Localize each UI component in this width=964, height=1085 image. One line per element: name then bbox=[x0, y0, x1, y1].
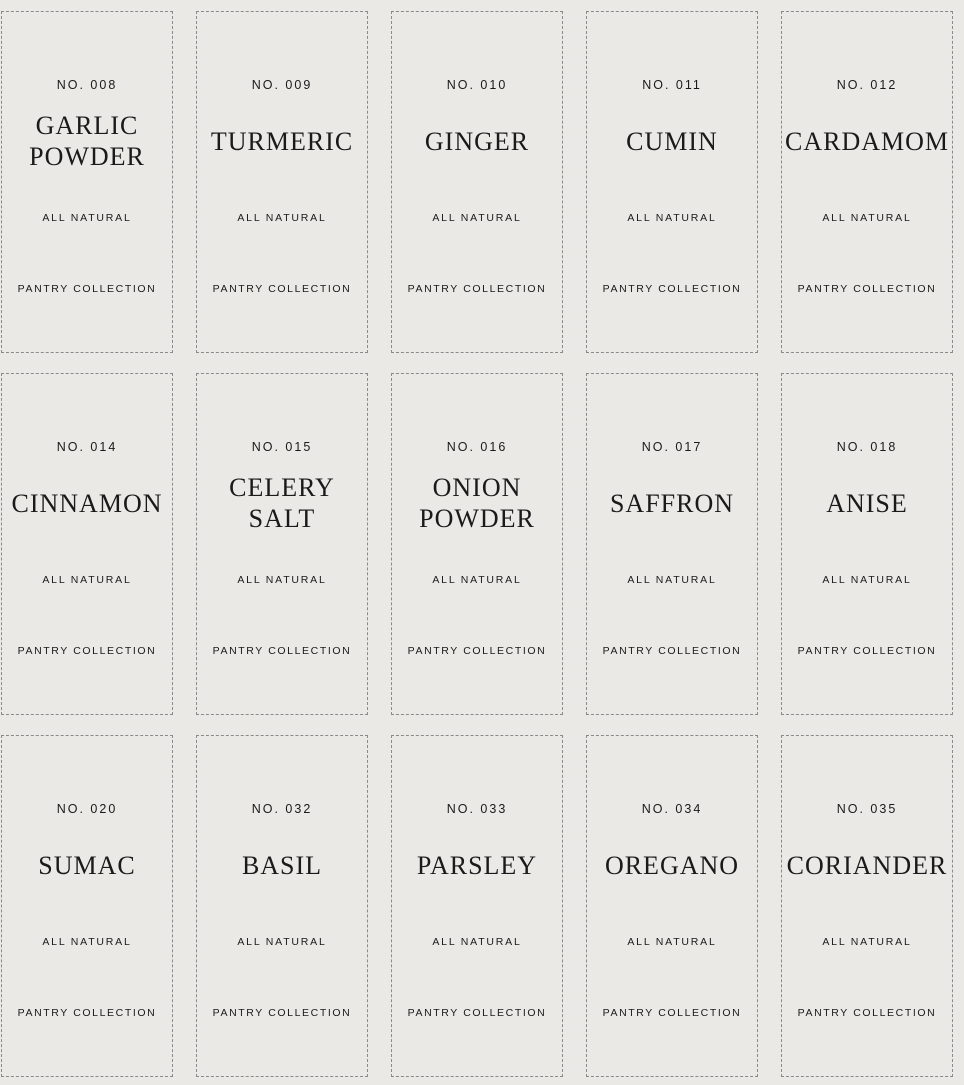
spice-name: CORIANDER bbox=[786, 850, 948, 880]
spice-name: TURMERIC bbox=[210, 126, 354, 156]
label-number: NO. 008 bbox=[56, 78, 118, 92]
collection-name: PANTRY COLLECTION bbox=[212, 1007, 352, 1019]
spice-name: GARLIC POWDER bbox=[29, 111, 145, 171]
spice-label[interactable] bbox=[391, 373, 563, 715]
spice-label[interactable] bbox=[781, 11, 953, 353]
collection-name: PANTRY COLLECTION bbox=[602, 1007, 742, 1019]
collection-name: PANTRY COLLECTION bbox=[797, 283, 937, 295]
label-number: NO. 017 bbox=[641, 440, 703, 454]
spice-label[interactable] bbox=[391, 11, 563, 353]
spice-name: BASIL bbox=[241, 850, 323, 880]
label-number: NO. 014 bbox=[56, 440, 118, 454]
spice-name: CUMIN bbox=[626, 126, 718, 156]
spice-label[interactable] bbox=[391, 735, 563, 1077]
label-tagline: ALL NATURAL bbox=[237, 212, 327, 224]
label-number: NO. 016 bbox=[446, 440, 508, 454]
spice-label[interactable] bbox=[196, 11, 368, 353]
label-tagline: ALL NATURAL bbox=[237, 936, 327, 948]
collection-name: PANTRY COLLECTION bbox=[602, 645, 742, 657]
label-tagline: ALL NATURAL bbox=[822, 574, 912, 586]
label-number: NO. 010 bbox=[446, 78, 508, 92]
label-tagline: ALL NATURAL bbox=[432, 936, 522, 948]
spice-label[interactable] bbox=[196, 735, 368, 1077]
label-tagline: ALL NATURAL bbox=[42, 936, 132, 948]
label-number: NO. 012 bbox=[836, 78, 898, 92]
label-tagline: ALL NATURAL bbox=[822, 212, 912, 224]
collection-name: PANTRY COLLECTION bbox=[407, 1007, 547, 1019]
label-number: NO. 032 bbox=[251, 802, 313, 816]
collection-name: PANTRY COLLECTION bbox=[797, 645, 937, 657]
spice-name: SAFFRON bbox=[609, 488, 735, 518]
label-tagline: ALL NATURAL bbox=[627, 212, 717, 224]
label-number: NO. 033 bbox=[446, 802, 508, 816]
label-number: NO. 034 bbox=[641, 802, 703, 816]
label-tagline: ALL NATURAL bbox=[432, 212, 522, 224]
spice-name: ONION POWDER bbox=[419, 473, 535, 533]
collection-name: PANTRY COLLECTION bbox=[212, 283, 352, 295]
label-tagline: ALL NATURAL bbox=[432, 574, 522, 586]
spice-name: SUMAC bbox=[38, 850, 136, 880]
label-tagline: ALL NATURAL bbox=[627, 574, 717, 586]
label-number: NO. 018 bbox=[836, 440, 898, 454]
spice-name: ANISE bbox=[826, 488, 908, 518]
collection-name: PANTRY COLLECTION bbox=[17, 645, 157, 657]
spice-label[interactable] bbox=[586, 11, 758, 353]
spice-label[interactable] bbox=[1, 735, 173, 1077]
collection-name: PANTRY COLLECTION bbox=[212, 645, 352, 657]
spice-label[interactable] bbox=[586, 373, 758, 715]
label-tagline: ALL NATURAL bbox=[822, 936, 912, 948]
label-number: NO. 020 bbox=[56, 802, 118, 816]
spice-label[interactable] bbox=[781, 735, 953, 1077]
label-tagline: ALL NATURAL bbox=[627, 936, 717, 948]
spice-name: CINNAMON bbox=[11, 488, 163, 518]
label-number: NO. 015 bbox=[251, 440, 313, 454]
spice-label[interactable] bbox=[1, 11, 173, 353]
spice-label[interactable] bbox=[586, 735, 758, 1077]
spice-name: CELERY SALT bbox=[229, 473, 335, 533]
spice-name: PARSLEY bbox=[416, 850, 538, 880]
spice-name: GINGER bbox=[424, 126, 530, 156]
label-number: NO. 035 bbox=[836, 802, 898, 816]
label-number: NO. 011 bbox=[642, 78, 702, 92]
spice-label[interactable] bbox=[1, 373, 173, 715]
label-tagline: ALL NATURAL bbox=[42, 212, 132, 224]
spice-name: CARDAMOM bbox=[784, 126, 950, 156]
collection-name: PANTRY COLLECTION bbox=[602, 283, 742, 295]
collection-name: PANTRY COLLECTION bbox=[797, 1007, 937, 1019]
collection-name: PANTRY COLLECTION bbox=[407, 645, 547, 657]
collection-name: PANTRY COLLECTION bbox=[17, 283, 157, 295]
spice-name: OREGANO bbox=[604, 850, 740, 880]
collection-name: PANTRY COLLECTION bbox=[407, 283, 547, 295]
spice-label[interactable] bbox=[196, 373, 368, 715]
label-tagline: ALL NATURAL bbox=[42, 574, 132, 586]
spice-label[interactable] bbox=[781, 373, 953, 715]
label-tagline: ALL NATURAL bbox=[237, 574, 327, 586]
label-number: NO. 009 bbox=[251, 78, 313, 92]
collection-name: PANTRY COLLECTION bbox=[17, 1007, 157, 1019]
